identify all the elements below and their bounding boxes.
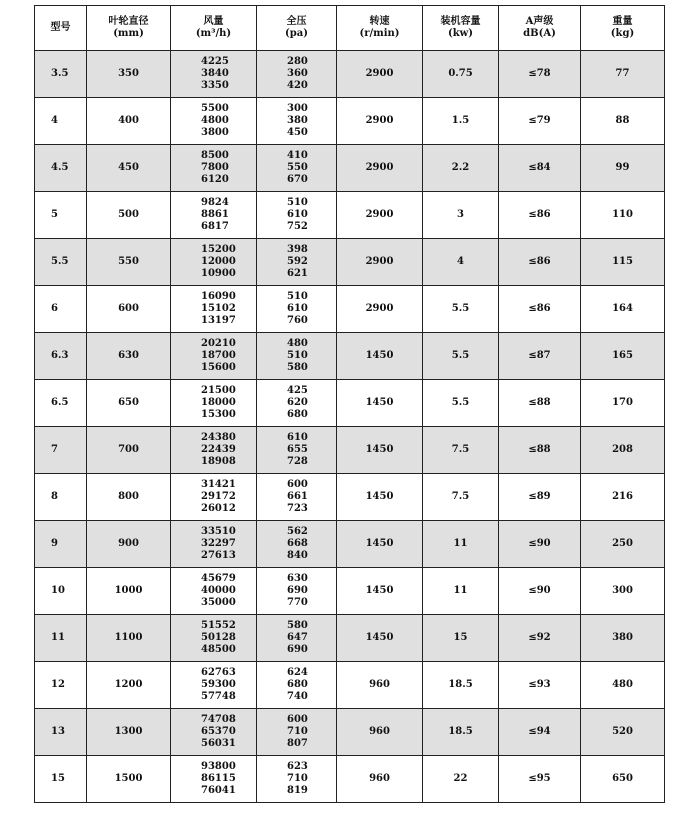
cell-diameter: 630	[87, 333, 171, 380]
cell-model: 4	[35, 98, 87, 145]
cell-pressure	[257, 756, 337, 803]
cell-pressure-value: 680	[287, 409, 308, 420]
cell-noise: ≤88	[499, 427, 581, 474]
cell-model: 6.3	[35, 333, 87, 380]
cell-speed: 2900	[337, 239, 423, 286]
cell-pressure-value: 840	[287, 550, 308, 561]
cell-pressure-value: 580	[287, 620, 308, 631]
cell-airflow-value: 3840	[201, 68, 229, 79]
cell-noise: ≤88	[499, 380, 581, 427]
cell-airflow-value: 18908	[201, 456, 236, 467]
cell-pressure-value: 300	[287, 103, 308, 114]
cell-airflow-value: 18000	[201, 397, 236, 408]
cell-speed: 1450	[337, 474, 423, 521]
cell-pressure-value: 600	[287, 479, 308, 490]
cell-noise: ≤95	[499, 756, 581, 803]
cell-diameter: 1000	[87, 568, 171, 615]
cell-airflow	[171, 239, 257, 286]
cell-model: 10	[35, 568, 87, 615]
table-row	[35, 568, 665, 615]
cell-diameter: 500	[87, 192, 171, 239]
cell-power: 11	[423, 568, 499, 615]
cell-airflow-value: 59300	[201, 679, 236, 690]
cell-airflow-value: 40000	[201, 585, 236, 596]
cell-pressure	[257, 709, 337, 756]
cell-power: 0.75	[423, 51, 499, 98]
table-row	[35, 51, 665, 98]
cell-power: 3	[423, 192, 499, 239]
cell-pressure-value: 770	[287, 597, 308, 608]
cell-weight: 650	[581, 756, 665, 803]
cell-weight: 520	[581, 709, 665, 756]
cell-pressure-value: 710	[287, 773, 308, 784]
cell-power: 11	[423, 521, 499, 568]
cell-pressure-value: 420	[287, 80, 308, 91]
header-text: (r/min)	[359, 28, 400, 39]
cell-airflow-value: 35000	[201, 597, 236, 608]
cell-airflow-value: 3350	[201, 80, 229, 91]
cell-pressure-value: 668	[287, 538, 308, 549]
header-text: 全压	[286, 16, 307, 27]
cell-speed: 1450	[337, 427, 423, 474]
cell-pressure-value: 728	[287, 456, 308, 467]
cell-pressure-value: 510	[287, 350, 308, 361]
cell-airflow-value: 57748	[201, 691, 236, 702]
table-row	[35, 474, 665, 521]
cell-speed: 2900	[337, 286, 423, 333]
cell-speed: 2900	[337, 145, 423, 192]
cell-airflow-value: 15102	[201, 303, 236, 314]
cell-model: 4.5	[35, 145, 87, 192]
cell-weight: 170	[581, 380, 665, 427]
cell-speed: 1450	[337, 380, 423, 427]
table-body	[35, 51, 665, 803]
fan-spec-table	[34, 5, 665, 803]
cell-weight: 88	[581, 98, 665, 145]
cell-airflow-value: 18700	[201, 350, 236, 361]
header-pressure	[257, 6, 337, 51]
cell-airflow-value: 3800	[201, 127, 229, 138]
cell-power: 1.5	[423, 98, 499, 145]
header-text: (pa)	[285, 28, 308, 39]
cell-pressure-value: 610	[287, 432, 308, 443]
cell-noise: ≤84	[499, 145, 581, 192]
cell-airflow-value: 56031	[201, 738, 236, 749]
header-text: 重量	[612, 16, 633, 27]
cell-power: 18.5	[423, 662, 499, 709]
cell-diameter: 550	[87, 239, 171, 286]
cell-power: 18.5	[423, 709, 499, 756]
cell-diameter: 600	[87, 286, 171, 333]
cell-airflow-value: 48500	[201, 644, 236, 655]
cell-airflow-value: 15200	[201, 244, 236, 255]
cell-model: 8	[35, 474, 87, 521]
cell-pressure	[257, 662, 337, 709]
cell-pressure-value: 562	[287, 526, 308, 537]
cell-diameter: 900	[87, 521, 171, 568]
cell-pressure-value: 723	[287, 503, 308, 514]
cell-pressure-value: 752	[287, 221, 308, 232]
cell-model: 12	[35, 662, 87, 709]
cell-pressure-value: 661	[287, 491, 308, 502]
header-diameter	[87, 6, 171, 51]
cell-pressure	[257, 333, 337, 380]
cell-pressure	[257, 474, 337, 521]
table-row	[35, 521, 665, 568]
table-row	[35, 286, 665, 333]
cell-pressure-value: 480	[287, 338, 308, 349]
cell-airflow-value: 21500	[201, 385, 236, 396]
cell-power: 15	[423, 615, 499, 662]
cell-pressure	[257, 145, 337, 192]
header-weight	[581, 6, 665, 51]
cell-airflow-value: 32297	[201, 538, 236, 549]
cell-pressure	[257, 427, 337, 474]
table-row	[35, 615, 665, 662]
table-row	[35, 239, 665, 286]
cell-airflow	[171, 427, 257, 474]
cell-pressure	[257, 98, 337, 145]
cell-airflow	[171, 192, 257, 239]
cell-speed: 960	[337, 709, 423, 756]
cell-airflow	[171, 662, 257, 709]
cell-weight: 250	[581, 521, 665, 568]
cell-power: 22	[423, 756, 499, 803]
cell-airflow-value: 16090	[201, 291, 236, 302]
cell-noise: ≤92	[499, 615, 581, 662]
cell-power: 5.5	[423, 333, 499, 380]
cell-weight: 165	[581, 333, 665, 380]
header-text: A声级	[525, 16, 554, 27]
cell-pressure-value: 380	[287, 115, 308, 126]
cell-model: 3.5	[35, 51, 87, 98]
cell-weight: 300	[581, 568, 665, 615]
cell-pressure-value: 807	[287, 738, 308, 749]
cell-pressure-value: 610	[287, 303, 308, 314]
cell-airflow-value: 29172	[201, 491, 236, 502]
cell-pressure-value: 592	[287, 256, 308, 267]
cell-speed: 960	[337, 662, 423, 709]
cell-airflow-value: 5500	[201, 103, 229, 114]
cell-model: 5.5	[35, 239, 87, 286]
cell-airflow-value: 7800	[201, 162, 229, 173]
cell-speed: 2900	[337, 192, 423, 239]
cell-pressure-value: 280	[287, 56, 308, 67]
cell-airflow-value: 10900	[201, 268, 236, 279]
cell-pressure	[257, 51, 337, 98]
cell-airflow	[171, 709, 257, 756]
cell-noise: ≤93	[499, 662, 581, 709]
cell-noise: ≤90	[499, 568, 581, 615]
cell-power: 7.5	[423, 474, 499, 521]
cell-speed: 1450	[337, 521, 423, 568]
cell-model: 9	[35, 521, 87, 568]
cell-noise: ≤79	[499, 98, 581, 145]
cell-airflow-value: 6120	[201, 174, 229, 185]
cell-pressure-value: 819	[287, 785, 308, 796]
cell-airflow-value: 22439	[201, 444, 236, 455]
cell-pressure-value: 610	[287, 209, 308, 220]
cell-weight: 208	[581, 427, 665, 474]
cell-pressure-value: 670	[287, 174, 308, 185]
cell-airflow-value: 27613	[201, 550, 236, 561]
cell-airflow	[171, 521, 257, 568]
table-row	[35, 145, 665, 192]
cell-noise: ≤87	[499, 333, 581, 380]
cell-pressure-value: 623	[287, 761, 308, 772]
cell-airflow	[171, 145, 257, 192]
cell-pressure-value: 550	[287, 162, 308, 173]
cell-pressure-value: 410	[287, 150, 308, 161]
cell-airflow-value: 51552	[201, 620, 236, 631]
cell-diameter: 1300	[87, 709, 171, 756]
cell-weight: 115	[581, 239, 665, 286]
cell-pressure-value: 710	[287, 726, 308, 737]
cell-airflow-value: 20210	[201, 338, 236, 349]
cell-airflow-value: 4225	[201, 56, 229, 67]
header-model	[35, 6, 87, 51]
cell-airflow-value: 6817	[201, 221, 229, 232]
cell-pressure	[257, 615, 337, 662]
header-noise	[499, 6, 581, 51]
cell-pressure-value: 655	[287, 444, 308, 455]
cell-airflow	[171, 474, 257, 521]
cell-speed: 2900	[337, 98, 423, 145]
cell-airflow-value: 50128	[201, 632, 236, 643]
cell-pressure-value: 360	[287, 68, 308, 79]
cell-airflow-value: 86115	[201, 773, 236, 784]
cell-airflow	[171, 333, 257, 380]
table-row	[35, 380, 665, 427]
cell-pressure-value: 425	[287, 385, 308, 396]
cell-airflow	[171, 756, 257, 803]
cell-noise: ≤86	[499, 239, 581, 286]
cell-speed: 960	[337, 756, 423, 803]
cell-airflow-value: 26012	[201, 503, 236, 514]
header-speed	[337, 6, 423, 51]
cell-pressure	[257, 286, 337, 333]
cell-airflow-value: 76041	[201, 785, 236, 796]
cell-power: 2.2	[423, 145, 499, 192]
cell-power: 5.5	[423, 286, 499, 333]
cell-noise: ≤78	[499, 51, 581, 98]
cell-airflow-value: 74708	[201, 714, 236, 725]
cell-airflow-value: 15300	[201, 409, 236, 420]
cell-diameter: 700	[87, 427, 171, 474]
cell-airflow	[171, 51, 257, 98]
header-text: (kg)	[610, 28, 635, 39]
cell-noise: ≤86	[499, 286, 581, 333]
cell-pressure-value: 690	[287, 585, 308, 596]
cell-pressure-value: 398	[287, 244, 308, 255]
cell-weight: 480	[581, 662, 665, 709]
cell-weight: 216	[581, 474, 665, 521]
cell-airflow-value: 4800	[201, 115, 229, 126]
cell-model: 15	[35, 756, 87, 803]
cell-pressure-value: 740	[287, 691, 308, 702]
cell-noise: ≤86	[499, 192, 581, 239]
cell-airflow-value: 9824	[201, 197, 229, 208]
header-text: (mm)	[113, 28, 144, 39]
cell-diameter: 400	[87, 98, 171, 145]
cell-pressure-value: 760	[287, 315, 308, 326]
cell-power: 5.5	[423, 380, 499, 427]
header-text: 转速	[369, 16, 390, 27]
header-airflow	[171, 6, 257, 51]
cell-airflow	[171, 615, 257, 662]
table-row	[35, 427, 665, 474]
cell-pressure	[257, 192, 337, 239]
cell-airflow	[171, 286, 257, 333]
header-text: 装机容量	[440, 16, 481, 27]
cell-model: 7	[35, 427, 87, 474]
cell-pressure-value: 630	[287, 573, 308, 584]
table-row	[35, 756, 665, 803]
cell-model: 6.5	[35, 380, 87, 427]
header-text: 型号	[50, 22, 71, 33]
cell-model: 13	[35, 709, 87, 756]
table-row	[35, 192, 665, 239]
header-text: 风量	[203, 16, 224, 27]
cell-airflow-value: 13197	[201, 315, 236, 326]
cell-diameter: 1500	[87, 756, 171, 803]
cell-noise: ≤94	[499, 709, 581, 756]
table-row	[35, 709, 665, 756]
cell-noise: ≤89	[499, 474, 581, 521]
cell-pressure-value: 450	[287, 127, 308, 138]
cell-power: 4	[423, 239, 499, 286]
cell-model: 6	[35, 286, 87, 333]
cell-speed: 1450	[337, 615, 423, 662]
cell-airflow	[171, 380, 257, 427]
cell-airflow-value: 62763	[201, 667, 236, 678]
header-text: (m³/h)	[195, 28, 232, 39]
cell-weight: 164	[581, 286, 665, 333]
cell-airflow-value: 33510	[201, 526, 236, 537]
cell-airflow-value: 8500	[201, 150, 229, 161]
cell-pressure-value: 690	[287, 644, 308, 655]
cell-noise: ≤90	[499, 521, 581, 568]
cell-airflow-value: 15600	[201, 362, 236, 373]
cell-airflow-value: 31421	[201, 479, 236, 490]
cell-weight: 110	[581, 192, 665, 239]
table-row	[35, 98, 665, 145]
cell-airflow-value: 12000	[201, 256, 236, 267]
cell-pressure-value: 600	[287, 714, 308, 725]
cell-model: 11	[35, 615, 87, 662]
header-text: dB(A)	[523, 28, 556, 39]
table-row	[35, 662, 665, 709]
cell-pressure-value: 680	[287, 679, 308, 690]
cell-power: 7.5	[423, 427, 499, 474]
cell-pressure-value: 510	[287, 291, 308, 302]
cell-airflow	[171, 98, 257, 145]
cell-airflow	[171, 568, 257, 615]
cell-weight: 99	[581, 145, 665, 192]
cell-airflow-value: 45679	[201, 573, 236, 584]
cell-diameter: 1200	[87, 662, 171, 709]
cell-speed: 1450	[337, 568, 423, 615]
cell-airflow-value: 65370	[201, 726, 236, 737]
cell-model: 5	[35, 192, 87, 239]
cell-pressure-value: 510	[287, 197, 308, 208]
cell-speed: 1450	[337, 333, 423, 380]
cell-pressure	[257, 380, 337, 427]
cell-diameter: 450	[87, 145, 171, 192]
cell-diameter: 800	[87, 474, 171, 521]
cell-pressure	[257, 568, 337, 615]
cell-diameter: 1100	[87, 615, 171, 662]
header-row	[35, 6, 665, 51]
header-text: (kw)	[448, 28, 473, 39]
cell-speed: 2900	[337, 51, 423, 98]
cell-pressure	[257, 521, 337, 568]
cell-diameter: 650	[87, 380, 171, 427]
cell-airflow-value: 8861	[201, 209, 229, 220]
table-header	[35, 6, 665, 51]
cell-pressure	[257, 239, 337, 286]
cell-pressure-value: 620	[287, 397, 308, 408]
cell-airflow-value: 93800	[201, 761, 236, 772]
cell-weight: 380	[581, 615, 665, 662]
header-power	[423, 6, 499, 51]
cell-pressure-value: 624	[287, 667, 308, 678]
cell-pressure-value: 647	[287, 632, 308, 643]
header-text: 叶轮直径	[108, 16, 149, 27]
cell-airflow-value: 24380	[201, 432, 236, 443]
cell-weight: 77	[581, 51, 665, 98]
table-row	[35, 333, 665, 380]
cell-diameter: 350	[87, 51, 171, 98]
cell-pressure-value: 580	[287, 362, 308, 373]
cell-pressure-value: 621	[287, 268, 308, 279]
